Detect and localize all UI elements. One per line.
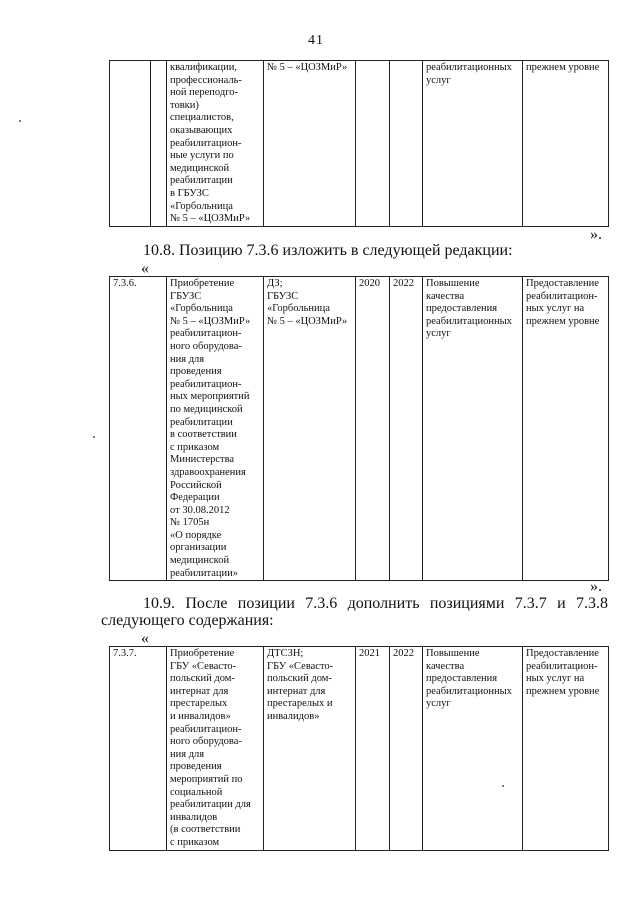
cell-num: 7.3.7. [110,647,167,851]
cell-indicator: прежнем уровне [523,61,609,227]
cell-name: Приобретение ГБУ «Севасто- польский дом- интернат для престарелых и инвалидов» реабилитацион- ного оборудова- ния для проведения мероприятий по социальной реабилитации для инвалидов (в соответствии с приказом [167,647,264,851]
cell-name: Приобретение ГБУЗС «Горбольница № 5 – «ЦОЗМиР» реабилитацион- ного оборудова- ния для проведения реабилитацион- ных мероприятий по медицинской реабилитации в соответствии с приказом Министерства здравоохранения Российской Федерации от 30.08.2012 № 1705н «О порядке организации медицинской реабилитации» [167,277,264,581]
cell-year-start: 2021 [356,647,390,851]
opening-quote: « [141,630,149,647]
cell-name: квалификации, профессиональ- ной переподго- товки) специалистов, оказывающих реабилитацион- ные услуги по медицинской реабилитации в ГБУЗС «Горбольница № 5 – «ЦОЗМиР» [167,61,264,227]
cell-num: 7.3.6. [110,277,167,581]
cell-executor: № 5 – «ЦОЗМиР» [264,61,356,227]
cell-year-start: 2020 [356,277,390,581]
opening-quote: « [141,260,149,277]
cell-indicator: Предоставление реабилитацион- ных услуг на прежнем уровне [523,277,609,581]
cell-result: Повышение качества предоставления реабилитационных услуг [423,277,523,581]
cell-result: Повышение качества предоставления реабилитационных услуг [423,647,523,851]
cell-year-start [356,61,390,227]
table-row [110,277,609,581]
cell-blank [151,61,167,227]
cell-indicator: Предоставление реабилитацион- ных услуг на прежнем уровне [523,647,609,851]
table-row [110,61,609,227]
cell-year-end [390,61,423,227]
cell-executor: ДТСЗН; ГБУ «Севасто- польский дом- интернат для престарелых и инвалидов» [264,647,356,851]
paragraph-10-9-line-2: следующего содержания: [101,612,274,629]
table-position-7-3-6 [109,276,609,581]
cell-executor: ДЗ; ГБУЗС «Горбольница № 5 – «ЦОЗМиР» [264,277,356,581]
closing-quote: ». [590,226,602,243]
cell-result: реабилитационных услуг [423,61,523,227]
cell-num [110,61,151,227]
scan-speck [93,436,95,438]
cell-year-end: 2022 [390,647,423,851]
scan-speck [502,785,504,787]
page-number: 41 [308,33,324,48]
table-continuation [109,60,609,227]
cell-year-end: 2022 [390,277,423,581]
scan-speck [19,120,21,122]
table-position-7-3-7 [109,646,609,851]
table-row [110,647,609,851]
paragraph-10-9-line-1: 10.9. После позиции 7.3.6 дополнить позициями 7.3.7 и 7.3.8 [143,595,608,612]
paragraph-10-8: 10.8. Позицию 7.3.6 изложить в следующей редакции: [143,242,513,259]
closing-quote: ». [590,578,602,595]
